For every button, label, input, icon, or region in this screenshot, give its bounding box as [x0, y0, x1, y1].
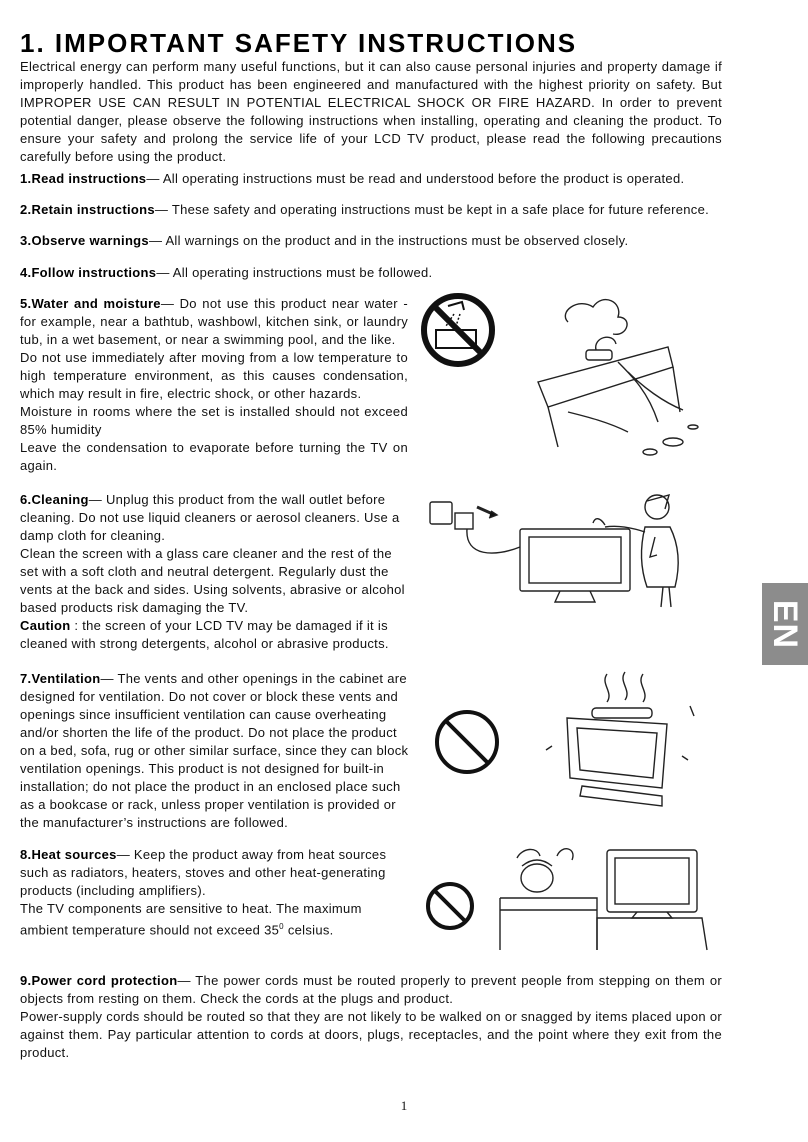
plug-icon — [455, 513, 473, 529]
section-read-instructions — [20, 170, 722, 188]
section-paragraph: Leave the condensation to evaporate before turning the TV on again. — [20, 440, 408, 473]
section-heading: 2.Retain instructions — [20, 202, 155, 217]
section-text: — Do not use this product near water - for example, near a bathtub, washbowl, kitchen sink, or laundry tub, in a wet basement, or near a swimming pool, and the like. — [20, 296, 408, 347]
section-paragraph: Moisture in rooms where the set is installed should not exceed 85% humidity — [20, 404, 408, 437]
section-water-moisture — [20, 295, 408, 475]
prohibition-icon — [424, 296, 492, 364]
tv-icon — [520, 529, 630, 602]
section-observe-warnings — [20, 232, 722, 250]
section-heading: 9.Power cord protection — [20, 973, 178, 988]
section-paragraph: Do not use immediately after moving from a low temperature to high temperature environment, as this causes condensation, which may result in fire, electric shock, or other hazards. — [20, 350, 408, 401]
heat-sources-illustration — [422, 838, 712, 953]
ventilation-illustration — [432, 666, 712, 816]
section-text: — These safety and operating instructions must be kept in a safe place for future reference. — [154, 202, 710, 217]
page-number: 1 — [400, 1098, 408, 1113]
section-paragraph: Power-supply cords should be routed so that they are not likely to be walked on or snagged by items placed upon or against them. Pay particular attention to cords at doors, plugs, receptacles, and the point where they exit from the product. — [20, 1009, 722, 1060]
section-heading: 8.Heat sources — [20, 847, 117, 862]
section-follow-instructions — [20, 264, 722, 282]
section-ventilation — [20, 670, 412, 832]
tv-icon — [567, 718, 667, 806]
section-text: — All operating instructions must be followed. — [156, 265, 433, 280]
section-heading: 6.Cleaning — [20, 492, 89, 507]
language-tab: EN — [762, 583, 808, 665]
section-retain-instructions — [20, 201, 722, 219]
caution-text: : the screen of your LCD TV may be damaged if it is cleaned with strong detergents, alcohol or abrasive products. — [20, 618, 389, 651]
tv-icon — [597, 850, 707, 950]
section-heading: 4.Follow instructions — [20, 265, 157, 280]
section-paragraph: The TV components are sensitive to heat. The maximum ambient temperature should not exceed $35^0$ celsius. — [20, 901, 362, 938]
section-heading: 1.Read instructions — [20, 171, 147, 186]
caution-label: Caution — [20, 618, 71, 633]
section-heading: 7.Ventilation — [20, 671, 101, 686]
section-text: — The vents and other openings in the cabinet are designed for ventilation. Do not cover or block these vents and openings since insufficient ventilation can cause overheating and/or shorten the life of the product. Do not place the product on a bed, sofa, rug or other similar surface, since they can block ventilation openings. This product is not designed for built-in installation; do not place the product in an enclosed place such as a bookcase or rack, unless proper ventilation is provided or the manufacturer’s instructions are followed. — [20, 671, 409, 830]
section-heat-sources — [20, 846, 408, 939]
section-heading: 5.Water and moisture — [20, 296, 161, 311]
section-text: — Unplug this product from the wall outlet before cleaning. Do not use liquid cleaners or aerosol cleaners. Use a damp cloth for cleaning. — [20, 492, 400, 543]
no-water-illustration — [418, 292, 718, 462]
stove-drawing — [500, 849, 597, 950]
section-heading: 3.Observe warnings — [20, 233, 149, 248]
page-title: 1. IMPORTANT SAFETY INSTRUCTIONS — [20, 28, 578, 58]
section-text: — All warnings on the product and in the instructions must be observed closely. — [148, 233, 629, 248]
section-text: — The power cords must be routed properly to prevent people from stepping on them or objects from resting on them. Check the cords at the plugs and product. — [20, 973, 723, 1006]
intro-paragraph: Electrical energy can perform many useful functions, but it can also cause personal injuries and property damage if improperly handled. This product has been engineered and manufactured with the highest priority on safety. But IMPROPER USE CAN RESULT IN POTENTIAL ELECTRICAL SHOCK OR FIRE HAZARD. In order to prevent potential danger, please observe the following instructions when installing, operating and cleaning the product. To ensure your safety and prolong the service life of your LCD TV product, please read the following precautions carefully before using the product. — [20, 59, 722, 164]
section-paragraph: Clean the screen with a glass care cleaner and the rest of the set with a soft cloth and neutral detergent. Regularly dust the vents at the back and sides. Using solvents, abrasive or alcohol based products risk damaging the TV. — [20, 546, 405, 615]
section-text: — Keep the product away from heat sources such as radiators, heaters, stoves and other heat-generating products (including amplifiers). — [20, 847, 387, 898]
prohibition-icon — [437, 712, 497, 772]
prohibition-icon — [428, 884, 472, 928]
section-text: — All operating instructions must be read and understood before the product is operated. — [146, 171, 685, 186]
section-cleaning — [20, 491, 408, 653]
cleaning-illustration — [425, 487, 705, 612]
cleaning-person-drawing — [593, 495, 678, 607]
section-power-cord-protection — [20, 972, 722, 1062]
towel-icon — [592, 708, 652, 718]
wall-outlet-icon — [430, 502, 452, 524]
sink-splash-drawing — [538, 300, 698, 455]
